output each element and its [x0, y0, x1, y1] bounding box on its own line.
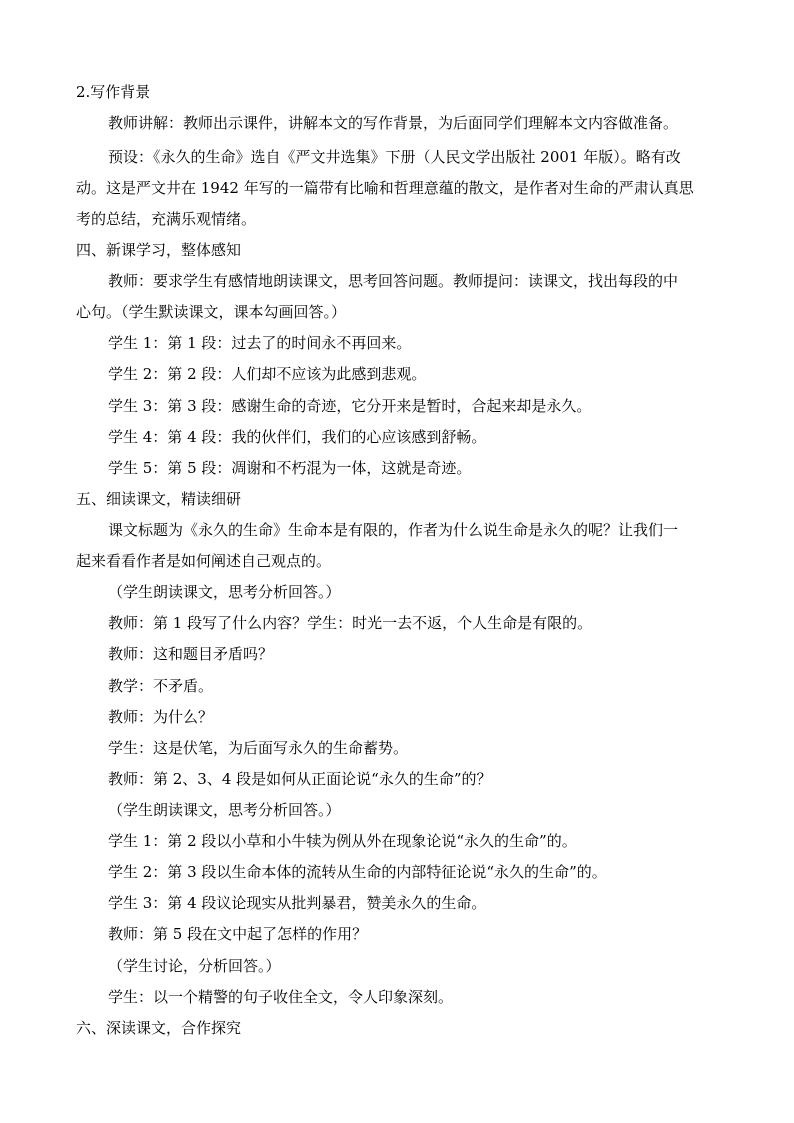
dialogue-line: 教师：第 1 段写了什么内容？学生：时光一去不返，个人生命是有限的。: [108, 614, 593, 632]
section-heading-deep-reading: 六、深读课文，合作探究: [76, 1019, 242, 1037]
paragraph-line: 教师：要求学生有感情地朗读课文，思考回答问题。教师提问：读课文，找出每段的中: [108, 272, 679, 290]
paragraph-line: 动。这是严文井在 1942 年写的一篇带有比喻和哲理意蕴的散文，是作者对生命的严肃认真思: [76, 179, 694, 197]
student-answer-line: 学生 5：第 5 段：凋谢和不朽混为一体，这就是奇迹。: [108, 459, 472, 477]
paragraph-line: 心句。（学生默读课文，课本勾画回答。）: [76, 303, 347, 321]
student-answer-line: 学生 2：第 2 段：人们却不应该为此感到悲观。: [108, 365, 427, 383]
section-heading-new-lesson: 四、新课学习，整体感知: [76, 241, 242, 259]
student-answer-line: 学生 3：第 3 段：感谢生命的奇迹，它分开来是暂时，合起来却是永久。: [108, 397, 592, 415]
paragraph-line: 教师讲解：教师出示课件，讲解本文的写作背景，为后面同学们理解本文内容做准备。: [108, 114, 679, 132]
dialogue-line: 学生 1：第 2 段以小草和小牛犊为例从外在现象论说“永久的生命”的。: [108, 832, 577, 850]
dialogue-line: 学生：这是伏笔，为后面写永久的生命蓄势。: [108, 739, 409, 757]
dialogue-line: （学生朗读课文，思考分析回答。）: [108, 801, 341, 819]
dialogue-line: 学生：以一个精警的句子收住全文，令人印象深刻。: [108, 988, 454, 1006]
dialogue-line: 教师：第 2、3、4 段是如何从正面论说“永久的生命”的？: [108, 770, 492, 788]
paragraph-line: （学生朗读课文，思考分析回答。）: [108, 583, 341, 601]
dialogue-line: 学生 3：第 4 段议论现实从批判暴君，赞美永久的生命。: [108, 894, 487, 912]
dialogue-line: 学生 2：第 3 段以生命本体的流转从生命的内部特征论说“永久的生命”的。: [108, 863, 607, 881]
paragraph-line: 考的总结，充满乐观情绪。: [76, 210, 257, 228]
dialogue-line: 教师：第 5 段在文中起了怎样的作用？: [108, 925, 368, 943]
paragraph-line: 预设：《永久的生命》选自《严文井选集》下册（人民文学出版社 2001 年版）。略有改: [108, 148, 681, 166]
section-heading-close-reading: 五、细读课文，精读细研: [76, 490, 242, 508]
paragraph-line: 起来看看作者是如何阐述自己观点的。: [76, 552, 332, 570]
dialogue-line: 教师：这和题目矛盾吗？: [108, 645, 274, 663]
dialogue-line: （学生讨论，分析回答。）: [108, 957, 281, 975]
student-answer-line: 学生 4：第 4 段：我的伙伴们，我们的心应该感到舒畅。: [108, 428, 487, 446]
paragraph-line: 课文标题为《永久的生命》生命本是有限的，作者为什么说生命是永久的呢？让我们一: [108, 521, 679, 539]
dialogue-line: 教学：不矛盾。: [108, 677, 214, 695]
dialogue-line: 教师：为什么？: [108, 708, 214, 726]
student-answer-line: 学生 1：第 1 段：过去了的时间永不再回来。: [108, 334, 412, 352]
section-heading-writing-background: 2.写作背景: [76, 83, 151, 101]
